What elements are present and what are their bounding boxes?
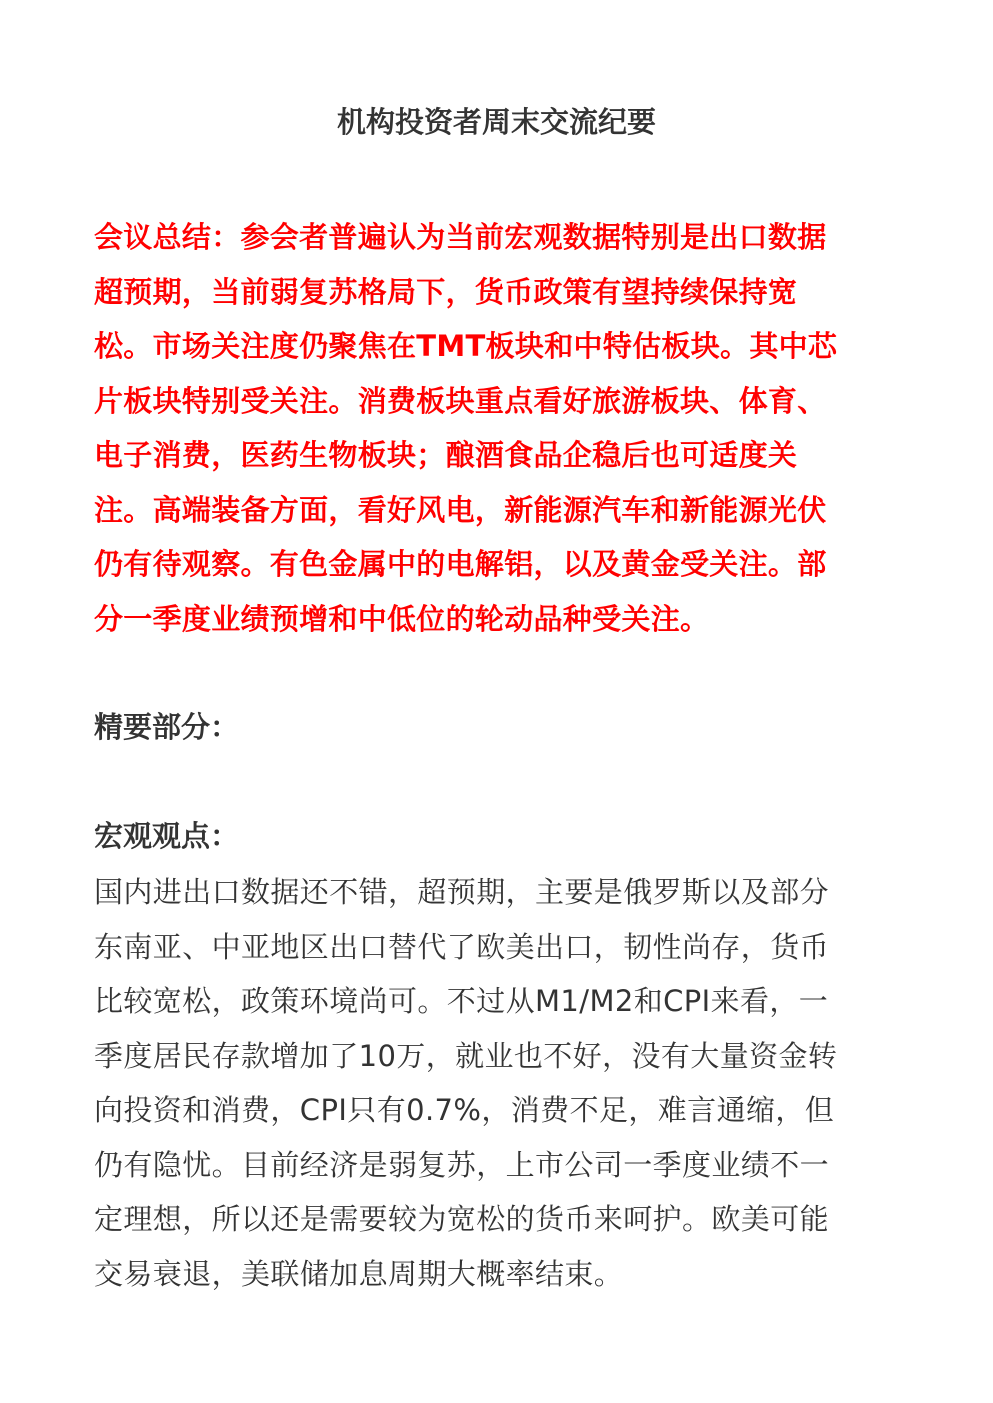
summary-line: 松。市场关注度仍聚焦在TMT板块和中特估板块。其中芯 (94, 329, 838, 363)
summary-line: 电子消费，医药生物板块；酿酒食品企稳后也可适度关 (94, 438, 798, 472)
macro-paragraph (94, 865, 904, 1301)
summary-line: 分一季度业绩预增和中低位的轮动品种受关注。 (94, 601, 710, 636)
paragraph-line: 东南亚、中亚地区出口替代了欧美出口，韧性尚存，货币 (94, 929, 830, 964)
paragraph-line: 季度居民存款增加了10万，就业也不好，没有大量资金转 (94, 1038, 838, 1073)
summary-line: 会议总结：参会者普遍认为当前宏观数据特别是出口数据 (94, 220, 827, 254)
paragraph-line: 仍有隐忧。目前经济是弱复苏，上市公司一季度业绩不一 (94, 1147, 830, 1182)
paragraph-line: 交易衰退，美联储加息周期大概率结束。 (94, 1256, 624, 1291)
meeting-summary (94, 210, 899, 646)
paragraph-line: 向投资和消费，CPI只有0.7%，消费不足，难言通缩，但 (94, 1093, 835, 1127)
summary-line: 片板块特别受关注。消费板块重点看好旅游板块、体育、 (94, 383, 827, 418)
summary-line: 仍有待观察。有色金属中的电解铝，以及黄金受关注。部 (94, 547, 827, 581)
paragraph-line: 国内进出口数据还不错，超预期，主要是俄罗斯以及部分 (94, 875, 830, 909)
document-title: 机构投资者周末交流纪要 (336, 105, 656, 139)
summary-line: 注。高端装备方面，看好风电，新能源汽车和新能源光伏 (94, 492, 827, 527)
essentials-heading: 精要部分： (94, 710, 240, 744)
paragraph-line: 定理想，所以还是需要较为宽松的货币来呵护。欧美可能 (94, 1202, 830, 1236)
paragraph-line: 比较宽松，政策环境尚可。不过从M1/M2和CPI来看，一 (94, 984, 829, 1018)
summary-line: 超预期，当前弱复苏格局下，货币政策有望持续保持宽 (94, 274, 798, 309)
macro-heading: 宏观观点： (94, 819, 240, 853)
